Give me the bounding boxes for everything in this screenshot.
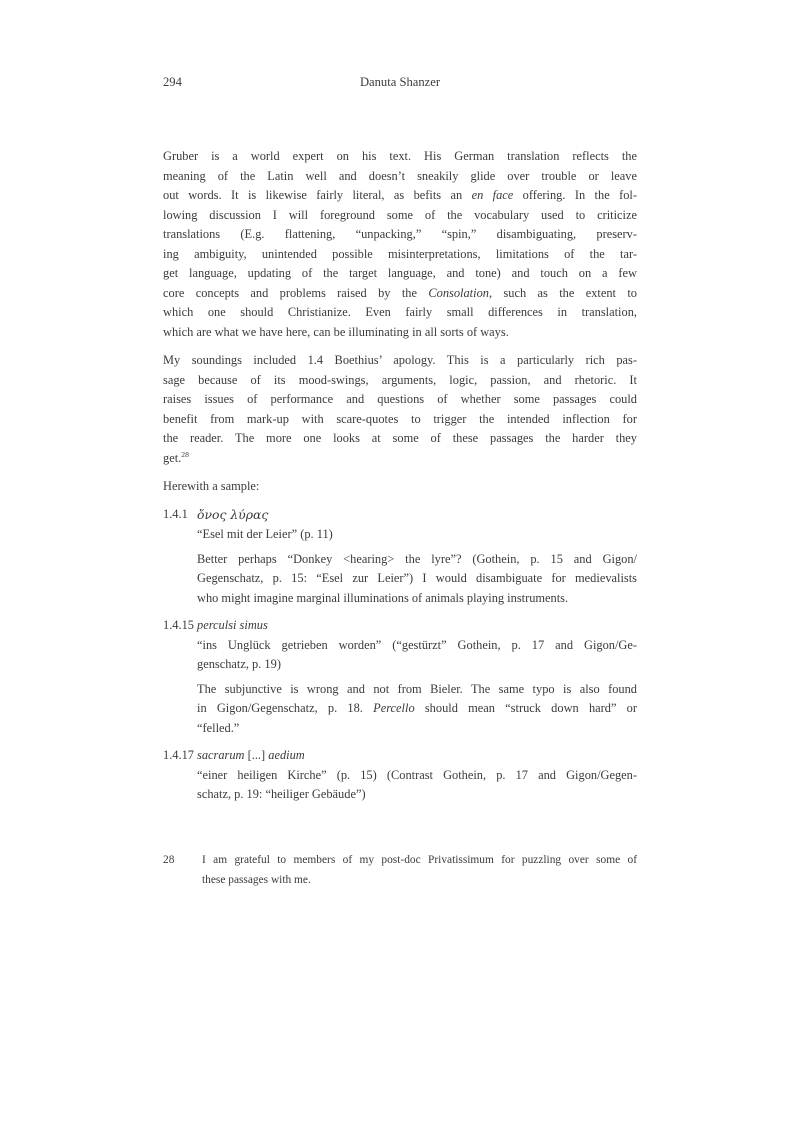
paragraph-gruber [163,147,637,342]
text-line: Gegenschatz, p. 15: “Esel zur Leier”) I would disambiguate for medievalists [197,571,637,585]
text-line: sage because of its mood-swings, arguments, logic, passion, and rhetoric. It [163,372,637,387]
text-line: which one should Christianize. Even fairly small differences in translation, [163,305,637,319]
item-quote [197,525,637,545]
text-line: My soundings included 1.4 Boethius’ apology. This is a particularly rich pas- [163,353,637,367]
item-lemma: perculsi simus [197,618,268,632]
footnote-number: 28 [163,854,175,866]
text-line: “einer heiligen Kirche” (p. 15) (Contrast Gothein, p. 17 and Gigon/Gegen- [197,767,637,782]
page-number: 294 [163,75,182,89]
text-line: schatz, p. 19: “heiliger Gebäude”) [197,787,366,801]
page-header [163,73,637,91]
text-line: “Esel mit der Leier” (p. 11) [197,527,333,541]
text-line: in Gigon/Gegenschatz, p. 18. Percello should mean “struck down hard” or [197,701,637,715]
text-line: benefit from mark-up with scare-quotes to trigger the intended inflection for [163,411,637,426]
text-block [163,73,637,805]
text-line: the reader. The more one looks at some of these passages the harder they [163,431,637,445]
text-line: ing ambiguity, unintended possible misinterpretations, limitations of the tar- [163,246,637,261]
item-comment [197,680,637,739]
text-line: Herewith a sample: [163,479,260,493]
item-comment [197,550,637,609]
text-line: which are what we have here, can be illuminating in all sorts of ways. [163,324,509,339]
text-line: Better perhaps “Donkey <hearing> the lyre”? (Gothein, p. 15 and Gigon/ [197,551,637,566]
text-line: “felled.” [197,720,240,735]
text-line: lowing discussion I will foreground some of the vocabulary used to criticize [163,207,637,222]
item-quote [197,636,637,675]
text-line: get language, updating of the target language, and tone) and touch on a few [163,266,637,280]
text-line: out words. It is likewise fairly literal, as befits an en face offering. In the fol- [163,188,637,202]
paragraph-lead-in [163,477,637,497]
text-line: raises issues of performance and questions of whether some passages could [163,392,637,406]
text-line: translations (E.g. flattening, “unpacking,” “spin,” disambiguating, preserv- [163,227,637,241]
running-head: Danuta Shanzer [359,75,441,89]
footnote-text [163,851,637,890]
text-line: Gruber is a world expert on his text. His German translation reflects the [163,149,637,163]
item-quote [197,766,637,805]
text-line: The subjunctive is wrong and not from Bieler. The same typo is also found [197,681,637,696]
item-number: 1.4.15 [163,618,194,632]
sample-item-1-4-15 [163,616,637,738]
text-line: get.$^{28}$ [163,449,189,465]
item-number: 1.4.1 [163,506,188,521]
text-line: core concepts and problems raised by the Consolation, such as the extent to [163,285,637,300]
text-line: genschatz, p. 19) [197,657,281,671]
item-lemma: sacrarum [...] aedium [197,748,305,762]
sample-item-1-4-1 [163,505,637,609]
sample-item-1-4-17 [163,746,637,805]
text-line: meaning of the Latin well and doesn’t sneakily glide over trouble or leave [163,168,637,183]
text-line: I am grateful to members of my post-doc Privatissimum for puzzling over some of [202,854,637,866]
footnote-28 [163,851,637,890]
text-line: “ins Unglück getrieben worden” (“gestürzt” Gothein, p. 17 and Gigon/Ge- [197,637,637,652]
item-lemma: ὄνος λύρας [197,506,269,522]
item-number: 1.4.17 [163,748,194,762]
text-line: these passages with me. [202,873,311,886]
text-line: who might imagine marginal illuminations of animals playing instruments. [197,590,569,605]
paragraph-soundings [163,351,637,468]
